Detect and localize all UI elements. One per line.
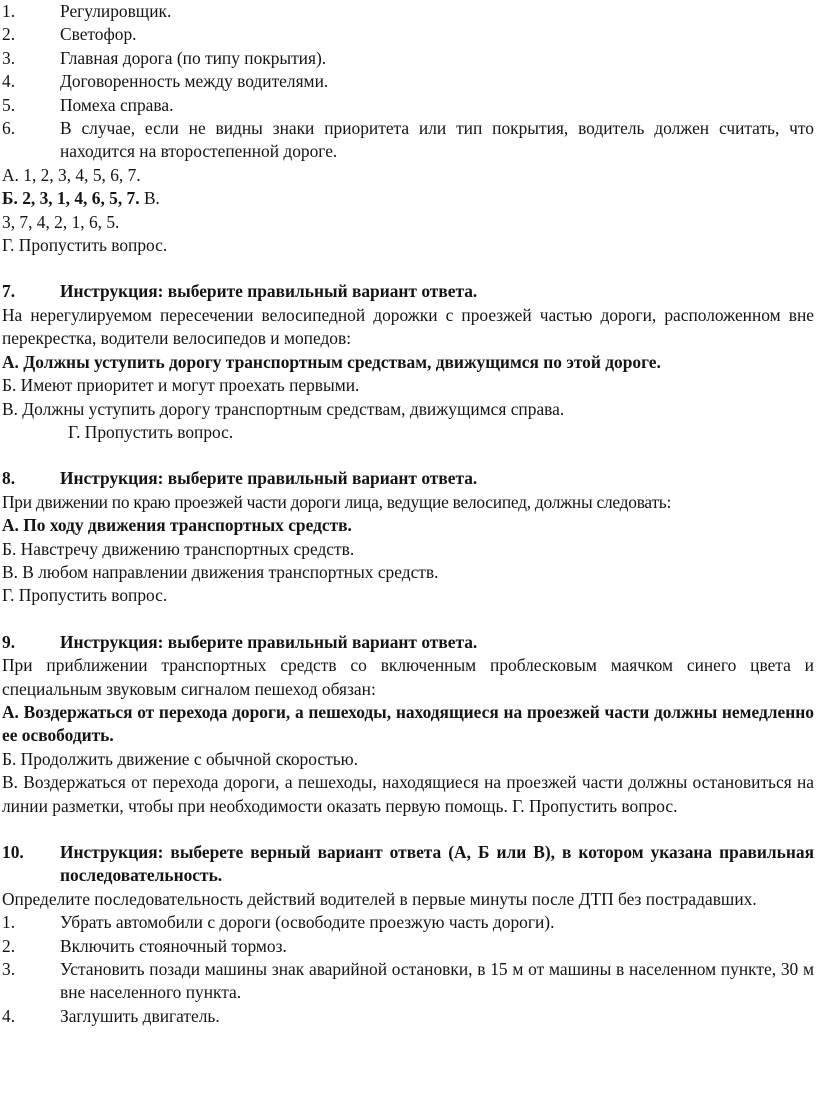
question-instruction: Инструкция: выберите правильный вариант ответа. <box>60 281 478 302</box>
list-item-number: 5. <box>2 94 16 115</box>
question-7-answer-v: В. Должны уступить дорогу транспортным средствам, движущимся справа. <box>2 398 565 419</box>
answer-option-b-line <box>2 187 814 210</box>
question-10-heading <box>2 841 814 888</box>
question-number: 8. <box>2 468 16 489</box>
question-8-heading <box>2 467 814 490</box>
question-instruction: Инструкция: выберете верный вариант ответа (А, Б или В), в котором указана правильная последовательность. <box>60 842 814 886</box>
question-8-text: При движении по краю проезжей части дороги лица, ведущие велосипед, должны следовать: <box>2 491 672 512</box>
list-item-number: 2. <box>2 24 16 45</box>
question-instruction: Инструкция: выберите правильный вариант ответа. <box>60 631 478 652</box>
question-9-text: При приближении транспортных средств со включенным проблесковым маячком синего цвета и специальным звуковым сигналом пешеход обязан: <box>2 655 814 699</box>
list-item-number: 4. <box>2 1005 16 1026</box>
question-8-answer-a-correct: А. По ходу движения транспортных средств. <box>2 515 352 536</box>
list-item-text: Договоренность между водителями. <box>60 71 329 92</box>
answer-option-v-label: В. <box>139 188 160 209</box>
priority-list <box>2 0 814 164</box>
list-item-number: 1. <box>2 1 16 21</box>
question-8-answer-v: В. В любом направлении движения транспортных средств. <box>2 561 439 582</box>
question-number: 10. <box>2 842 24 862</box>
question-8-answer-g: Г. Пропустить вопрос. <box>2 585 168 606</box>
list-item <box>2 117 814 164</box>
list-item-text: Регулировщик. <box>60 1 172 21</box>
question-instruction: Инструкция: выберите правильный вариант ответа. <box>60 468 478 489</box>
list-item <box>2 958 814 1005</box>
answer-option-v: 3, 7, 4, 2, 1, 6, 5. <box>2 211 120 232</box>
answer-option-a: А. 1, 2, 3, 4, 5, 6, 7. <box>2 164 141 185</box>
question-9-answer-a-correct: А. Воздержаться от перехода дороги, а пешеходы, находящиеся на проезжей части должны немедленно ее освободить. <box>2 701 814 746</box>
list-item-number: 3. <box>2 47 16 68</box>
list-item-number: 4. <box>2 71 16 92</box>
list-item-text: Включить стояночный тормоз. <box>60 935 287 956</box>
question-number: 9. <box>2 631 16 652</box>
answer-option-b-correct: Б. 2, 3, 1, 4, 6, 5, 7. <box>2 188 140 209</box>
list-item-text: В случае, если не видны знаки приоритета или тип покрытия, водитель должен считать, что находится на второстепенной дороге. <box>60 118 814 162</box>
question-9-answer-b: Б. Продолжить движение с обычной скоростью. <box>2 748 358 769</box>
list-item-text: Главная дорога (по типу покрытия). <box>60 47 327 68</box>
list-item <box>2 935 814 958</box>
list-item-text: Светофор. <box>60 24 137 45</box>
question-8-answer-b: Б. Навстречу движению транспортных средств. <box>2 538 355 559</box>
list-item-text: Установить позади машины знак аварийной остановки, в 15 м от машины в населенном пункте, 30 м вне населенного пункта. <box>60 959 814 1003</box>
list-item-number: 3. <box>2 959 16 980</box>
list-item <box>2 47 814 70</box>
list-item <box>2 0 814 23</box>
list-item <box>2 94 814 117</box>
list-item-text: Помеха справа. <box>60 94 174 115</box>
question-10-text: Определите последовательность действий водителей в первые минуты после ДТП без пострадавших. <box>2 888 757 909</box>
question-9-answer-v: В. Воздержаться от перехода дороги, а пешеходы, находящиеся на проезжей части должны остановиться на линии разметки, чтобы при необходимости оказать первую помощь. Г. Пропустить вопрос. <box>2 772 814 816</box>
list-item-number: 2. <box>2 935 16 956</box>
list-item <box>2 23 814 46</box>
question-number: 7. <box>2 281 16 302</box>
answer-option-g: Г. Пропустить вопрос. <box>2 235 168 256</box>
list-item <box>2 1005 814 1028</box>
list-item-text: Убрать автомобили с дороги (освободите проезжую часть дороги). <box>60 912 555 933</box>
question-7-answer-a-correct: А. Должны уступить дорогу транспортным средствам, движущимся по этой дороге. <box>2 351 661 372</box>
question-7-answer-g: Г. Пропустить вопрос. <box>68 421 234 442</box>
list-item <box>2 911 814 934</box>
question-7-text: На нерегулируемом пересечении велосипедной дорожки с проезжей частью дороги, расположенном вне перекрестка, водители велосипедов и мопедов: <box>2 304 814 349</box>
list-item-number: 6. <box>2 118 16 139</box>
sequence-list <box>2 911 814 1028</box>
question-7-heading <box>2 280 814 303</box>
list-item-number: 1. <box>2 912 16 933</box>
list-item-text: Заглушить двигатель. <box>60 1005 220 1026</box>
list-item <box>2 70 814 93</box>
question-7-answer-b: Б. Имеют приоритет и могут проехать первыми. <box>2 375 360 396</box>
question-9-heading <box>2 631 814 654</box>
